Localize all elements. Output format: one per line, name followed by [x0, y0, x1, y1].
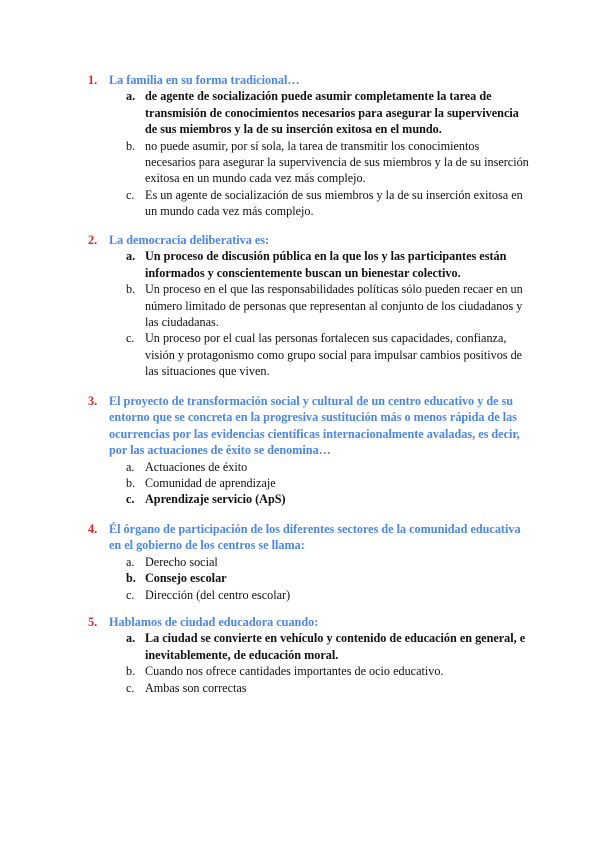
answer-option — [88, 248, 538, 281]
option-letter: a. — [126, 631, 136, 646]
question-heading — [88, 72, 538, 88]
option-text-line: de agente de socialización puede asumir completamente la tarea de — [145, 89, 492, 104]
option-text-line: informados y conscientemente buscan un bienestar colectivo. — [145, 265, 461, 280]
option-text-line: Aprendizaje servicio (ApS) — [145, 492, 286, 507]
option-text-line: Dirección (del centro escolar) — [145, 587, 291, 602]
question-text-line: Él órgano de participación de los diferentes sectores de la comunidad educativa — [109, 522, 521, 536]
option-text-line: un mundo cada vez más complejo. — [145, 204, 314, 219]
option-letter: c. — [126, 331, 135, 346]
option-text-line: Cuando nos ofrece cantidades importantes de ocio educativo. — [145, 664, 444, 679]
option-text-line: necesarios para asegurar la supervivencia de sus miembros y la de su inserción — [145, 155, 529, 170]
option-text-line: número limitado de personas que representan al conjunto de los ciudadanos y — [145, 298, 523, 313]
answer-option — [88, 680, 538, 696]
question-text-line: Hablamos de ciudad educadora cuando: — [109, 615, 319, 629]
option-text-line: Un proceso por el cual las personas fortalecen sus capacidades, confianza, — [145, 331, 507, 346]
question-3 — [88, 393, 538, 508]
answer-option — [88, 330, 538, 379]
option-text-line: La ciudad se convierte en vehículo y contenido de educación en general, e — [145, 631, 526, 646]
question-text-line: en el gobierno de los centros se llama: — [109, 538, 305, 553]
answer-option — [88, 491, 538, 507]
option-letter: b. — [126, 476, 136, 491]
option-text-line: Consejo escolar — [145, 571, 227, 586]
option-letter: b. — [126, 282, 136, 297]
question-text-line: El proyecto de transformación social y cultural de un centro educativo y de su — [109, 394, 514, 408]
question-number: 4. — [88, 522, 98, 536]
option-letter: b. — [126, 138, 136, 153]
question-heading — [88, 232, 538, 248]
question-1 — [88, 72, 538, 220]
option-letter: a. — [126, 459, 135, 474]
answer-option — [88, 138, 538, 187]
option-letter: c. — [126, 492, 135, 507]
option-text-line: Ambas son correctas — [145, 680, 247, 695]
option-text-line: Un proceso en el que las responsabilidades políticas sólo pueden recaer en un — [145, 282, 523, 297]
question-2 — [88, 232, 538, 380]
question-text-line: entorno que se concreta en la progresiva sustitución más o menos rápida de las — [109, 410, 517, 425]
option-letter: c. — [126, 587, 135, 602]
answer-option — [88, 570, 538, 586]
question-text-line: ocurrencias por las evidencias científicas internacionalmente avaladas, es decir, — [109, 426, 520, 441]
option-letter: b. — [126, 664, 136, 679]
option-text-line: Es un agente de socialización de sus miembros y la de su inserción exitosa en — [145, 187, 523, 202]
option-text-line: no puede asumir, por sí sola, la tarea de transmitir los conocimientos — [145, 138, 480, 153]
option-text-line: Comunidad de aprendizaje — [145, 476, 276, 491]
option-text-line: las ciudadanas. — [145, 315, 219, 330]
question-text-line: La democracia deliberativa es: — [109, 233, 270, 247]
answer-option — [88, 459, 538, 475]
question-5 — [88, 614, 538, 696]
option-text-line: inevitablemente, de educación moral. — [145, 647, 339, 662]
answer-option — [88, 630, 538, 663]
option-text-line: visión y protagonismo como grupo social para impulsar cambios positivos de — [145, 347, 523, 362]
option-text-line: Actuaciones de éxito — [145, 459, 248, 474]
option-text-line: Derecho social — [145, 554, 218, 569]
option-text-line: transmisión de conocimientos necesarios para asegurar la supervivencia — [145, 105, 519, 120]
question-number: 5. — [88, 615, 98, 629]
question-text-line: por las actuaciones de éxito se denomina… — [109, 443, 331, 458]
question-number: 2. — [88, 233, 98, 247]
answer-option — [88, 281, 538, 330]
option-letter: a. — [126, 554, 135, 569]
option-letter: c. — [126, 680, 135, 695]
answer-option — [88, 587, 538, 603]
answer-option — [88, 187, 538, 220]
option-letter: a. — [126, 89, 136, 104]
question-number: 1. — [88, 73, 98, 87]
question-4 — [88, 521, 538, 603]
option-text-line: las situaciones que viven. — [145, 364, 270, 379]
option-letter: a. — [126, 249, 136, 264]
option-text-line: exitosa en un mundo cada vez más complejo. — [145, 171, 366, 186]
option-text-line: de sus miembros y la de su inserción exitosa en el mundo. — [145, 122, 442, 137]
option-text-line: Un proceso de discusión pública en la que los y las participantes están — [145, 249, 507, 264]
question-heading — [88, 614, 538, 630]
option-letter: c. — [126, 187, 135, 202]
question-heading — [88, 521, 538, 554]
question-heading — [88, 393, 538, 459]
question-number: 3. — [88, 394, 98, 408]
question-text-line: La familia en su forma tradicional… — [109, 73, 300, 87]
option-letter: b. — [126, 571, 136, 586]
answer-option — [88, 475, 538, 491]
answer-option — [88, 663, 538, 679]
answer-option — [88, 88, 538, 137]
answer-option — [88, 554, 538, 570]
